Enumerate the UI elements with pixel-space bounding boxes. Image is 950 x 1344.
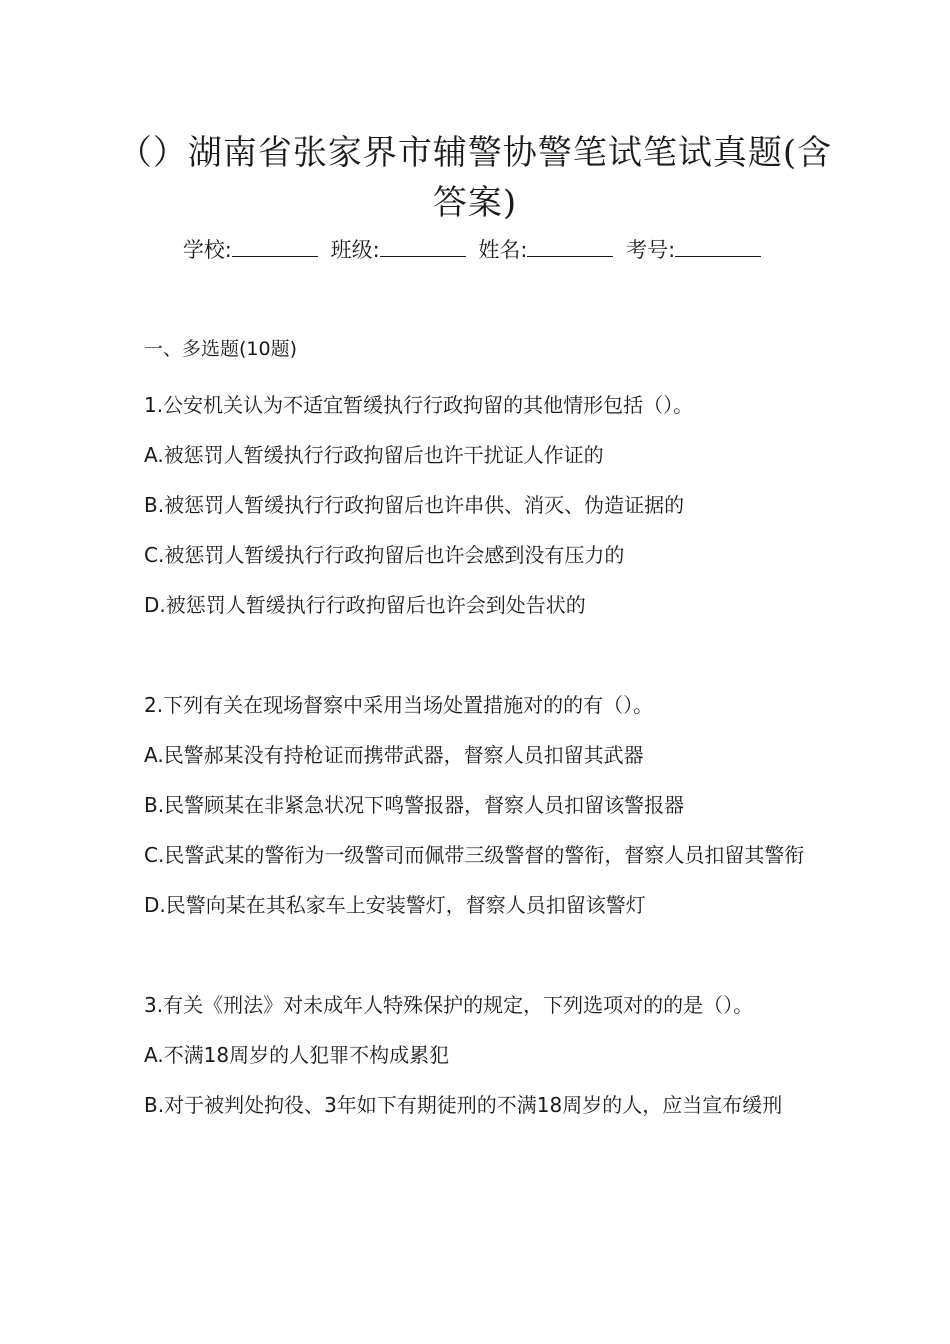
option-a: A.不满18周岁的人犯罪不构成累犯 [144, 1043, 450, 1067]
option-c: C.被惩罚人暂缓执行行政拘留后也许会感到没有压力的 [144, 543, 625, 567]
option-b: B.被惩罚人暂缓执行行政拘留后也许串供、消灭、伪造证据的 [144, 493, 685, 517]
question-stem: 1.公安机关认为不适宜暂缓执行行政拘留的其他情形包括（）。 [144, 393, 694, 417]
question-2 [144, 680, 814, 930]
spacer [144, 630, 814, 680]
school-blank [232, 236, 318, 257]
school-label: 学校: [182, 238, 232, 262]
section-heading: 一、多选题(10题) [144, 338, 298, 360]
document-title: （）湖南省张家界市辅警协警笔试笔试真题(含答案) [117, 133, 833, 223]
option-a: A.被惩罚人暂缓执行行政拘留后也许干扰证人作证的 [144, 443, 604, 467]
option-a: A.民警郝某没有持枪证而携带武器，督察人员扣留其武器 [144, 743, 644, 767]
question-1 [144, 380, 814, 630]
option-d: D.民警向某在其私家车上安装警灯，督察人员扣留该警灯 [144, 893, 646, 917]
name-blank [527, 236, 613, 257]
option-c: C.民警武某的警衔为一级警司而佩带三级警督的警衔，督察人员扣留其警衔 [144, 843, 805, 867]
student-info-line [120, 234, 830, 266]
spacer [144, 930, 814, 980]
name-label: 姓名: [478, 238, 528, 262]
class-blank [380, 236, 466, 257]
option-d: D.被惩罚人暂缓执行行政拘留后也许会到处告状的 [144, 593, 586, 617]
option-b: B.对于被判处拘役、3年如下有期徒刑的不满18周岁的人，应当宣布缓刑 [144, 1093, 783, 1117]
exam-number-label: 考号: [626, 238, 676, 262]
question-stem: 3.有关《刑法》对未成年人特殊保护的规定，下列选项对的的是（）。 [144, 993, 754, 1017]
option-b: B.民警顾某在非紧急状况下鸣警报器，督察人员扣留该警报器 [144, 793, 685, 817]
class-label: 班级: [330, 238, 380, 262]
exam-number-blank [675, 236, 761, 257]
question-3 [144, 980, 814, 1130]
question-content [144, 330, 814, 1130]
question-stem: 2.下列有关在现场督察中采用当场处置措施对的的有（）。 [144, 693, 654, 717]
